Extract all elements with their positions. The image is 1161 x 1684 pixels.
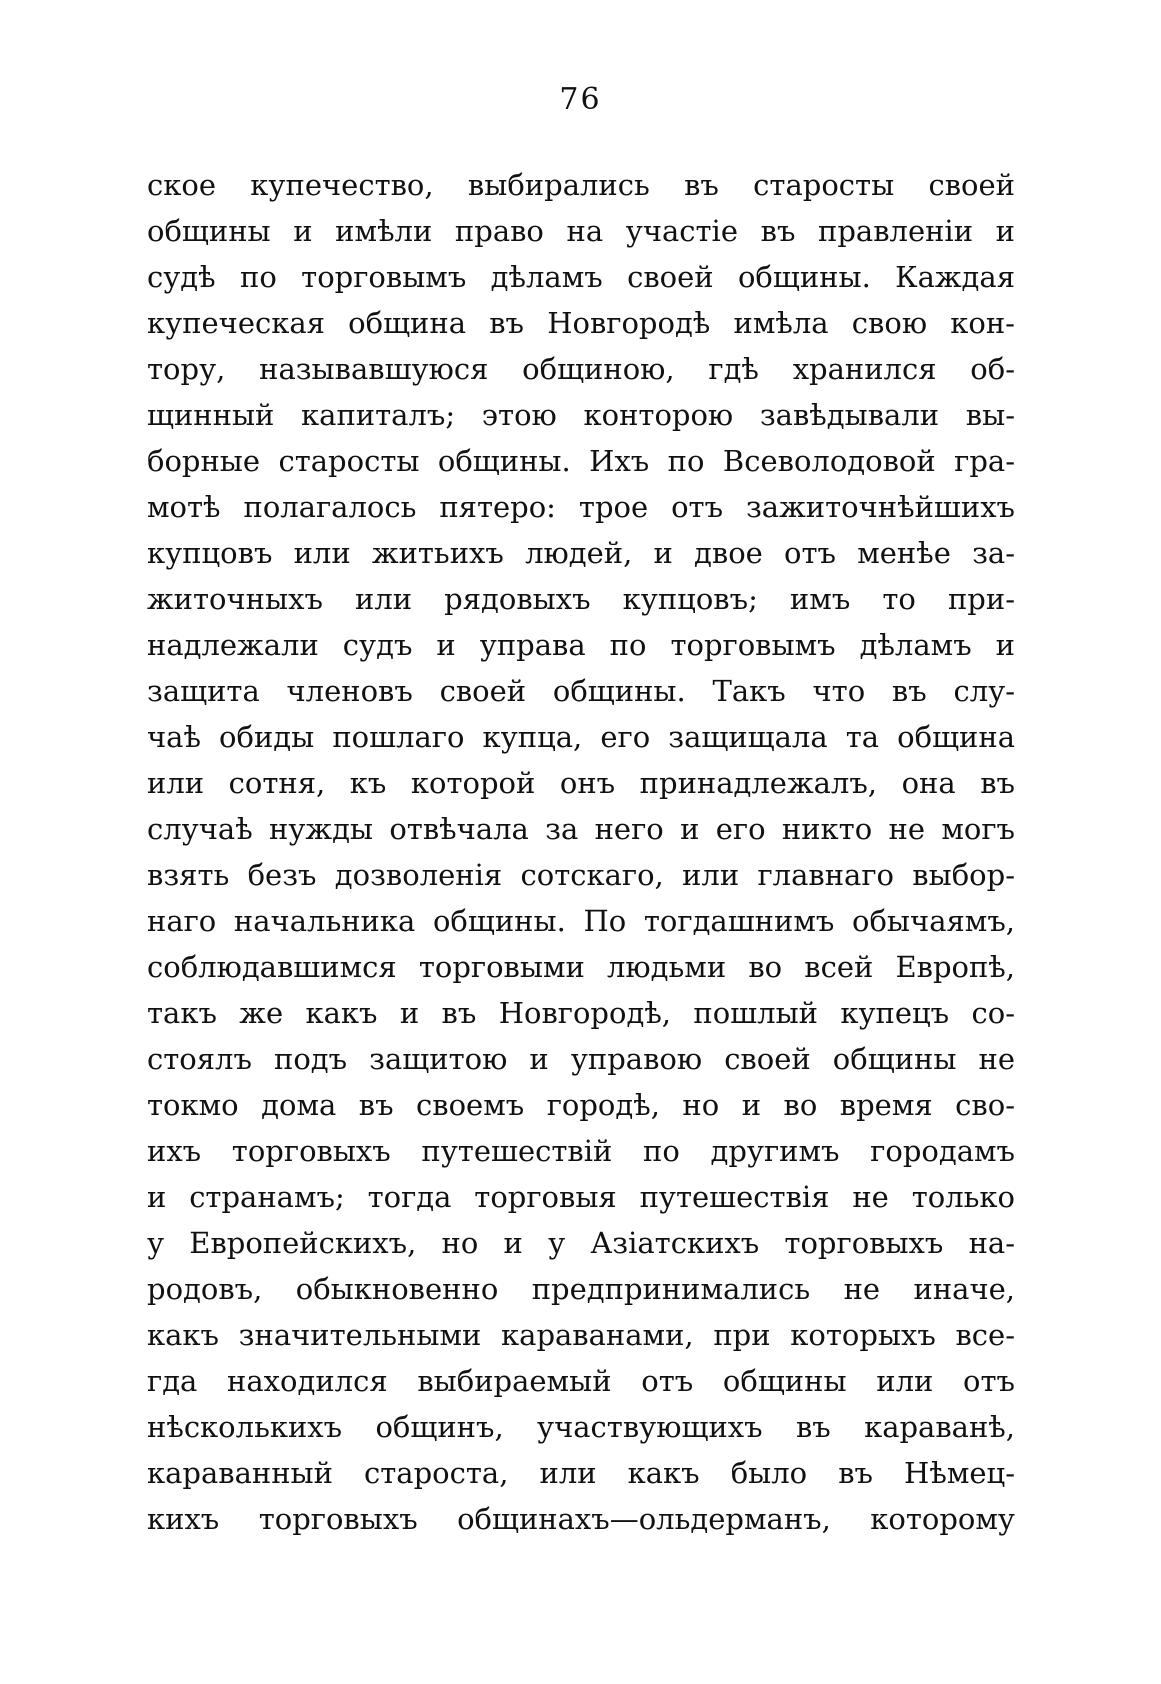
text-line: какъ значительными караванами, при которыхъ все- <box>147 1318 1015 1352</box>
text-line: нѣсколькихъ общинъ, участвующихъ въ караванѣ, <box>147 1410 1015 1444</box>
text-line: наго начальника общины. По тогдашнимъ обычаямъ, <box>147 904 1015 938</box>
text-line: тору, называвшуюся общиною, гдѣ хранился об- <box>147 352 1015 386</box>
text-line: надлежали судъ и управа по торговымъ дѣламъ и <box>147 628 1015 662</box>
body-text <box>147 162 1015 1542</box>
text-line: стоялъ подъ защитою и управою своей общины не <box>147 1042 1015 1076</box>
text-line: судѣ по торговымъ дѣламъ своей общины. Каждая <box>147 260 1015 294</box>
text-line: общины и имѣли право на участіе въ правленіи и <box>147 214 1015 248</box>
text-line: у Европейскихъ, но и у Азіатскихъ торговыхъ на- <box>147 1226 1015 1260</box>
text-line: купеческая община въ Новгородѣ имѣла свою кон- <box>147 306 1015 340</box>
text-line: гда находился выбираемый отъ общины или отъ <box>147 1364 1015 1398</box>
text-line: и странамъ; тогда торговыя путешествія не только <box>147 1180 1015 1214</box>
text-line: или сотня, къ которой онъ принадлежалъ, она въ <box>147 766 1015 800</box>
text-line: ское купечество, выбирались въ старосты своей <box>147 168 1015 202</box>
text-line: взять безъ дозволенія сотскаго, или главнаго выбор- <box>147 858 1015 892</box>
text-line: караванный староста, или какъ было въ Нѣмец- <box>147 1456 1015 1490</box>
text-line: соблюдавшимся торговыми людьми во всей Европѣ, <box>147 950 1015 984</box>
text-line: борные старосты общины. Ихъ по Всеволодовой гра- <box>147 444 1015 478</box>
text-line: кихъ торговыхъ общинахъ—ольдерманъ, которому <box>147 1502 1015 1536</box>
page-number: 76 <box>559 82 602 117</box>
text-line: родовъ, обыкновенно предпринимались не иначе, <box>147 1272 1015 1306</box>
text-line: мотѣ полагалось пятеро: трое отъ зажиточнѣйшихъ <box>147 490 1015 524</box>
text-line: токмо дома въ своемъ городѣ, но и во время сво- <box>147 1088 1015 1122</box>
text-line: щинный капиталъ; этою конторою завѣдывали вы- <box>147 398 1015 432</box>
text-line: защита членовъ своей общины. Такъ что въ слу- <box>147 674 1015 708</box>
text-line: ихъ торговыхъ путешествій по другимъ городамъ <box>147 1134 1015 1168</box>
text-line: такъ же какъ и въ Новгородѣ, пошлый купецъ со- <box>147 996 1015 1030</box>
text-line: чаѣ обиды пошлаго купца, его защищала та община <box>147 720 1015 754</box>
text-line: случаѣ нужды отвѣчала за него и его никто не могъ <box>147 812 1015 846</box>
text-line: купцовъ или житьихъ людей, и двое отъ менѣе за- <box>147 536 1015 570</box>
text-line: житочныхъ или рядовыхъ купцовъ; имъ то при- <box>147 582 1015 616</box>
